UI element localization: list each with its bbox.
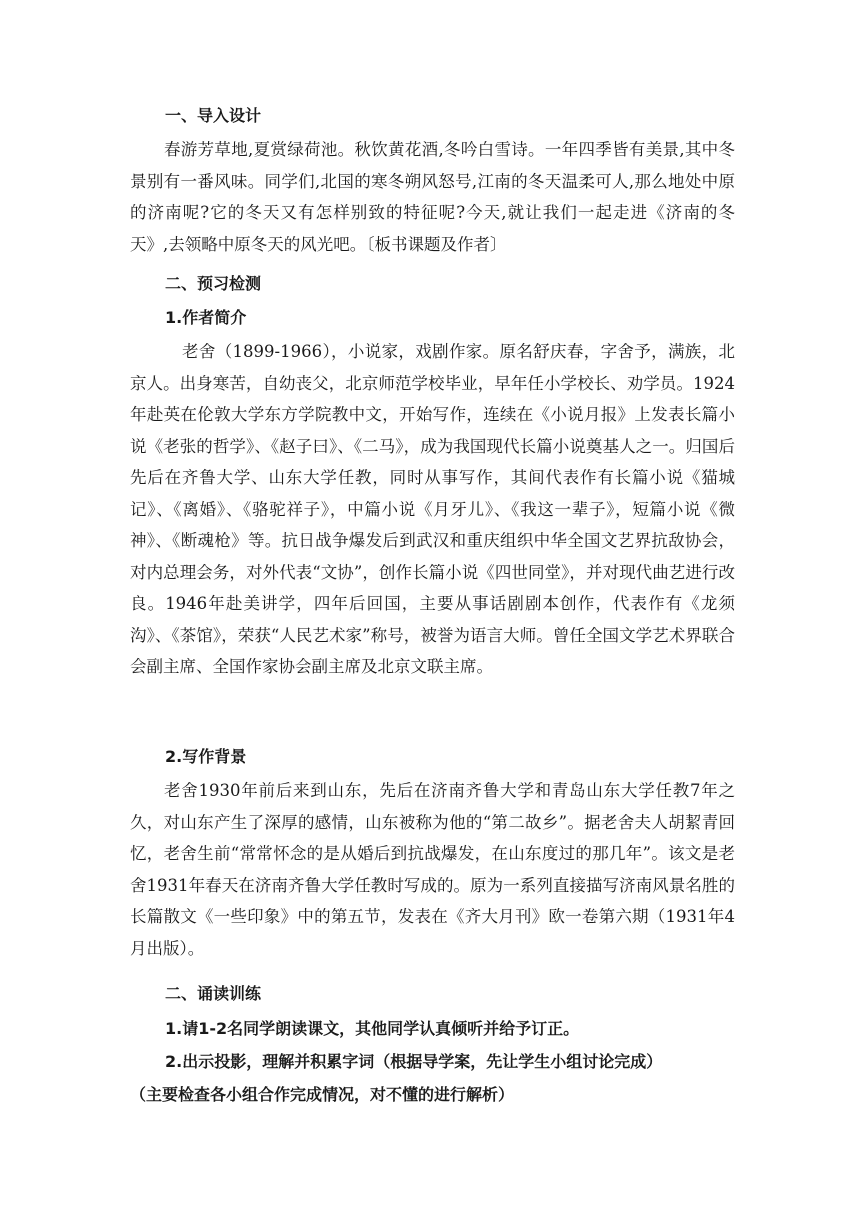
preview-heading: 二、预习检测 <box>165 274 262 293</box>
reading-item-2: 2.出示投影，理解并积累字词（根据导学案，先让学生小组讨论完成） <box>165 1052 663 1071</box>
intro-paragraph: 春游芳草地,夏赏绿荷池。秋饮黄花酒,冬吟白雪诗。一年四季皆有美景,其中冬景别有一番风味。同学们,北国的寒冬朔风怒号,江南的冬天温柔可人,那么地处中原的济南呢?它的冬天又有怎样别致的特征呢?今天,就让我们一起走进《济南的冬天》,去领略中原冬天的风光吧。〔板书课题及作者〕 <box>130 140 735 254</box>
background-heading: 2.写作背景 <box>165 747 247 766</box>
reading-item-1: 1.请1-2名同学朗读课文，其他同学认真倾听并给予订正。 <box>165 1019 580 1038</box>
background-paragraph: 老舍1930年前后来到山东，先后在济南齐鲁大学和青岛山东大学任教7年之久，对山东产生了深厚的感情，山东被称为他的“第二故乡”。据老舍夫人胡絜青回忆，老舍生前“常常怀念的是从婚后到抗战爆发，在山东度过的那几年”。该文是老舍1931年春天在济南齐鲁大学任教时写成的。原为一系列直接描写济南风景名胜的长篇散文《一些印象》中的第五节，发表在《齐大月刊》欧一卷第六期（1931年4月出版）。 <box>130 781 735 958</box>
reading-heading: 二、诵读训练 <box>165 984 262 1003</box>
reading-note: （主要检查各小组合作完成情况，对不懂的进行解析） <box>130 1085 515 1104</box>
author-intro-paragraph: 老舍（1899-1966），小说家，戏剧作家。原名舒庆春，字舍予，满族，北京人。出身寒苦，自幼丧父，北京师范学校毕业，早年任小学校长、劝学员。1924年赴英在伦敦大学东方学院教中文，开始写作，连续在《小说月报》上发表长篇小说《老张的哲学》、《赵子曰》、《二马》，成为我国现代长篇小说奠基人之一。归国后先后在齐鲁大学、山东大学任教，同时从事写作，其间代表作有长篇小说《猫城记》、《离婚》、《骆驼祥子》，中篇小说《月牙儿》、《我这一辈子》，短篇小说《微神》、《断魂枪》等。抗日战争爆发后到武汉和重庆组织中华全国文艺界抗敌协会，对内总理会务，对外代表“文协”，创作长篇小说《四世同堂》，并对现代曲艺进行改良。1946年赴美讲学，四年后回国，主要从事话剧剧本创作，代表作有《龙须沟》、《茶馆》，荣获“人民艺术家”称号，被誉为语言大师。曾任全国文学艺术界联合会副主席、全国作家协会副主席及北京文联主席。 <box>130 342 735 676</box>
author-intro-heading: 1.作者简介 <box>165 308 247 327</box>
intro-heading: 一、导入设计 <box>165 106 262 125</box>
